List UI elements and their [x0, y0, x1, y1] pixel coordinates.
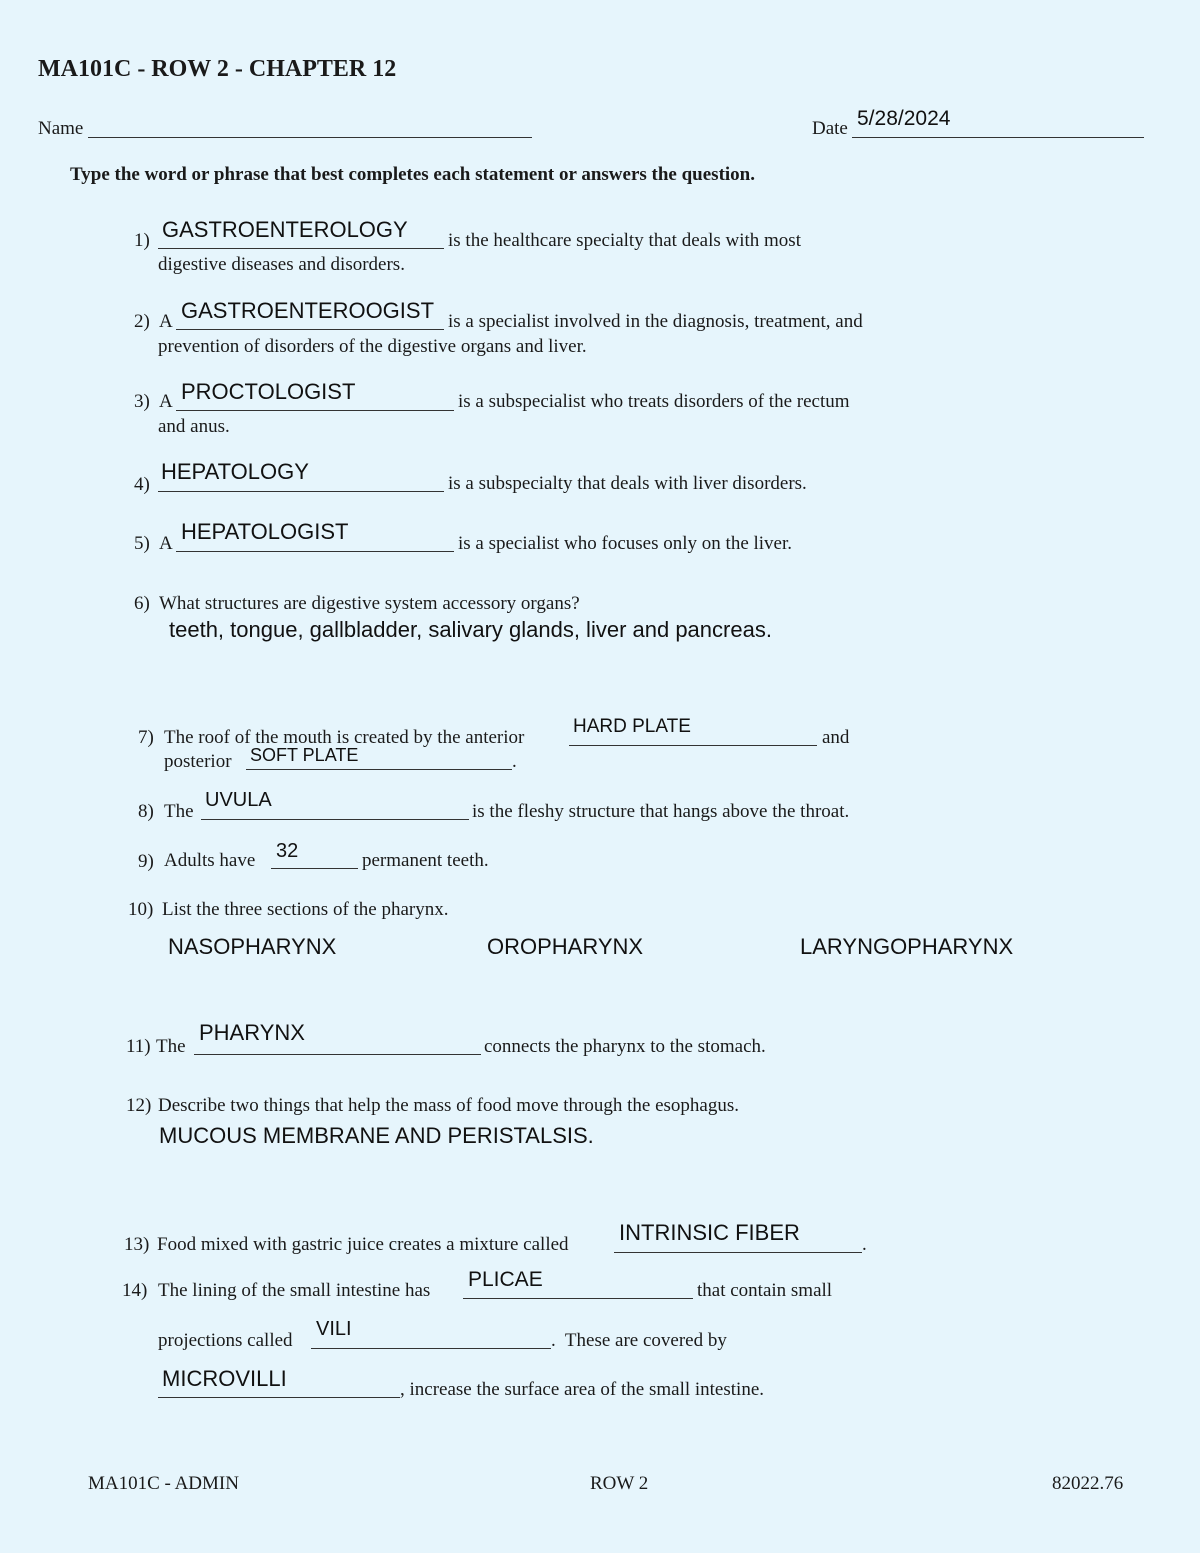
footer-right: 82022.76 — [1052, 1473, 1124, 1494]
q14-blank-2[interactable] — [311, 1348, 551, 1349]
q1-number: 1) — [134, 230, 150, 251]
q9-blank[interactable] — [271, 868, 358, 869]
q4-blank[interactable] — [158, 491, 444, 492]
q11-answer[interactable]: PHARYNX — [199, 1020, 305, 1045]
name-field[interactable] — [88, 137, 532, 138]
q8-prefix: The — [164, 801, 194, 822]
footer-left: MA101C - ADMIN — [88, 1473, 239, 1494]
q7-text-line2: posterior — [164, 751, 232, 772]
q7-text: The roof of the mouth is created by the anterior — [164, 727, 525, 748]
q8-number: 8) — [138, 801, 154, 822]
q9-number: 9) — [138, 851, 154, 872]
q5-blank[interactable] — [176, 551, 454, 552]
q8-answer[interactable]: UVULA — [205, 789, 272, 811]
q3-text: is a subspecialist who treats disorders of the rectum — [458, 391, 850, 412]
date-field[interactable] — [852, 137, 1144, 138]
q1-text: is the healthcare specialty that deals with most — [448, 230, 801, 251]
q3-number: 3) — [134, 391, 150, 412]
q10-text: List the three sections of the pharynx. — [162, 899, 449, 920]
q14-answer-microvilli[interactable]: MICROVILLI — [162, 1366, 287, 1391]
q7-period: . — [512, 751, 517, 772]
q14-answer-vili[interactable]: VILI — [316, 1318, 352, 1340]
q13-period: . — [862, 1234, 867, 1255]
q12-number: 12) — [126, 1095, 152, 1116]
q14-text-end: , increase the surface area of the small intestine. — [400, 1379, 764, 1400]
q1-blank[interactable] — [158, 248, 444, 249]
q7-blank-anterior[interactable] — [569, 745, 817, 746]
q13-text: Food mixed with gastric juice creates a mixture called — [157, 1234, 569, 1255]
q3-answer[interactable]: PROCTOLOGIST — [181, 379, 356, 404]
q5-answer[interactable]: HEPATOLOGIST — [181, 519, 349, 544]
q10-answer-1[interactable]: NASOPHARYNX — [168, 934, 337, 959]
q2-number: 2) — [134, 311, 150, 332]
date-value[interactable]: 5/28/2024 — [857, 107, 951, 130]
q14-text: The lining of the small intestine has — [158, 1280, 431, 1301]
q2-blank[interactable] — [176, 329, 444, 330]
q2-prefix: A — [159, 311, 173, 332]
q2-text: is a specialist involved in the diagnosis, treatment, and — [448, 311, 863, 332]
q4-answer[interactable]: HEPATOLOGY — [161, 459, 309, 484]
q14-blank-1[interactable] — [463, 1298, 693, 1299]
q7-and: and — [822, 727, 850, 748]
q11-blank[interactable] — [194, 1054, 481, 1055]
q10-answer-3[interactable]: LARYNGOPHARYNX — [800, 934, 1014, 959]
q4-text: is a subspecialty that deals with liver disorders. — [448, 473, 807, 494]
q10-answer-2[interactable]: OROPHARYNX — [487, 934, 644, 959]
q11-number: 11) — [126, 1036, 151, 1057]
q7-answer-anterior[interactable]: HARD PLATE — [573, 716, 691, 737]
q7-answer-posterior[interactable]: SOFT PLATE — [250, 745, 359, 765]
page-title: MA101C - ROW 2 - CHAPTER 12 — [38, 56, 397, 82]
q2-text-line2: prevention of disorders of the digestive organs and liver. — [158, 336, 587, 357]
q14-number: 14) — [122, 1280, 148, 1301]
q6-text: What structures are digestive system accessory organs? — [159, 593, 580, 614]
q5-prefix: A — [159, 533, 173, 554]
q14-text-mid2: . These are covered by — [551, 1330, 727, 1351]
q13-answer[interactable]: INTRINSIC FIBER — [619, 1220, 800, 1245]
q13-blank[interactable] — [614, 1252, 862, 1253]
q1-answer[interactable]: GASTROENTEROLOGY — [162, 217, 408, 242]
q10-number: 10) — [128, 899, 154, 920]
q5-text: is a specialist who focuses only on the liver. — [458, 533, 793, 554]
q12-answer[interactable]: MUCOUS MEMBRANE AND PERISTALSIS. — [159, 1123, 594, 1148]
q9-prefix: Adults have — [164, 850, 256, 871]
q1-text-line2: digestive diseases and disorders. — [158, 254, 405, 275]
q6-answer[interactable]: teeth, tongue, gallbladder, salivary glands, liver and pancreas. — [169, 617, 772, 642]
q3-prefix: A — [159, 391, 173, 412]
q11-text: connects the pharynx to the stomach. — [484, 1036, 766, 1057]
instructions: Type the word or phrase that best completes each statement or answers the question. — [70, 164, 755, 185]
q8-text: is the fleshy structure that hangs above the throat. — [472, 801, 850, 822]
name-label: Name — [38, 118, 84, 139]
q13-number: 13) — [124, 1234, 150, 1255]
q14-text-mid: that contain small — [697, 1280, 833, 1301]
q9-text: permanent teeth. — [362, 850, 489, 871]
q2-answer[interactable]: GASTROENTEROOGIST — [181, 298, 435, 323]
q7-number: 7) — [138, 727, 154, 748]
q5-number: 5) — [134, 533, 150, 554]
q14-answer-plicae[interactable]: PLICAE — [468, 1268, 543, 1291]
q4-number: 4) — [134, 474, 150, 495]
q7-blank-posterior[interactable] — [246, 769, 512, 770]
footer-center: ROW 2 — [590, 1473, 649, 1494]
q11-prefix: The — [156, 1036, 186, 1057]
q12-text: Describe two things that help the mass of food move through the esophagus. — [158, 1095, 739, 1116]
q14-text-line2: projections called — [158, 1330, 293, 1351]
q6-number: 6) — [134, 593, 150, 614]
q14-blank-3[interactable] — [158, 1397, 400, 1398]
q3-blank[interactable] — [176, 410, 454, 411]
q9-answer[interactable]: 32 — [276, 840, 299, 862]
q3-text-line2: and anus. — [158, 416, 230, 437]
q8-blank[interactable] — [201, 819, 469, 820]
date-label: Date — [812, 118, 848, 139]
